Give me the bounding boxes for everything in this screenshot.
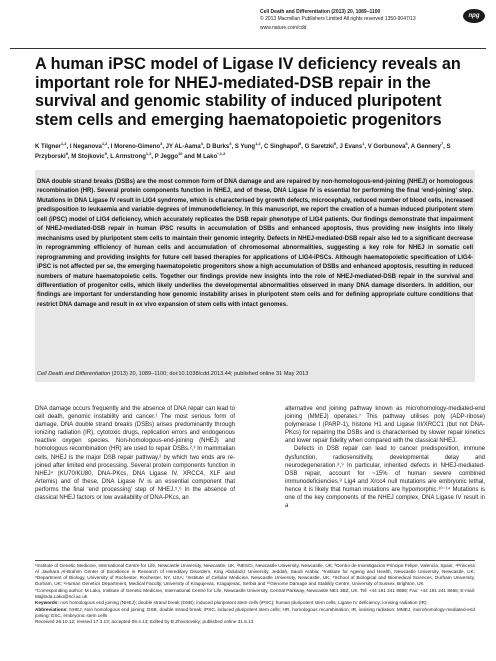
author-affiliation: 1,2: [145, 151, 152, 156]
citation-details: (2013) 20, 1089–1100; doi:10.1038/cdd.2013.44; published online 31 May 2013: [110, 371, 309, 377]
author-name: K Tilgner: [35, 144, 61, 150]
author-name: J Evans: [339, 144, 363, 150]
body-paragraph: alternative end joining pathway known as microhomology-mediated-end joining (MMEJ) operates.⁷ This pathway utilises poly (ADP-ribose) polymerase I (PARP-1), histone H1 and Ligase III/XRCC1 (but not DNA-PKcs) for repairing the DSBs and is characterised by slower repair kinetics and lower repair fidelity when compared with the classical NHEJ.: [285, 406, 485, 445]
author-affiliation: 5: [298, 141, 302, 146]
author-name: D Burks: [206, 144, 230, 150]
author-name: C Singhapol: [263, 144, 299, 150]
footnote: ¹Institute of Genetic Medicine, International Centre for Life, Newcastle University, Newcastle, UK; ²NESCI, Newcastle University, Newcastle, UK; ³Centro de Investigacion Principe Felipe, Valencia, Spain; ⁴Princess Al Jawhara Al-Brahim Center of Excellence in Research of Hereditary Disorders, King Abdulaziz University, Jeddah, Saudi Arabia; ⁵Institute for Ageing and Health, Newcastle University, Newcastle, UK; ⁶Department of Biology, University of Rochester, Rochester, NY, USA; ⁷Institute of Cellular Medicine, Newcastle University, Newcastle, UK; ⁸School of Biological and Biomedical Sciences, Durham University, Durham, UK; ⁹Human Genetics Department, Medical Faculty, University of Kragujevac, Kragujevac, Serbia and ¹⁰Genome Damage and Stability Centre, University of Sussex, Brighton, UK: [35, 563, 475, 586]
article-citation: [37, 370, 473, 378]
author-affiliation: 5: [333, 141, 337, 146]
journal-url[interactable]: www.nature.com/cdd: [260, 25, 307, 31]
author-name: JY AL-Aama: [165, 144, 201, 150]
author-list: K Tilgner$^{1,2}$, I Neganova$^{1,2}$, I Moreno-Gimeno$^3$, JY AL-Aama$^4$, D Burks$^3$, S Yung$^{1,2}$, C Singhapol$^5$, G Saretzki$^5$, J Evans$^1$, V Gorbunova$^6$, A Gennery$^7$, S Przyborski$^8$, M Stojkovic$^9$, L Armstrong$^{1,2}$, P Jeggo$^{10}$ and M Lako$^{*,1,2}$: [35, 141, 451, 160]
author-affiliation: 1,2: [60, 141, 67, 146]
footnotes: [35, 563, 475, 626]
author-name: S Przyborski: [35, 144, 451, 160]
author-affiliation: 7: [440, 141, 444, 146]
body-column-left: [35, 405, 235, 502]
npg-logo: npg: [463, 9, 485, 23]
body-paragraph: Defects in DSB repair can lead to cancer predisposition, immune dysfunction, radiosensitivity, developmental delay and neurodegeneration.⁸,⁹ In particular, inherited defects in NHEJ-mediated-DSB repair, account for ~15% of human severe combined immunodeficiencies.⁸ Lig4 and Xrcc4 null mutations are embryonic lethal, hence it is likely that human mutations are hypomorphic.¹⁰⁻¹⁴ Mutations is one of the key components of the NHEJ complex, DNA Ligase IV result in a: [285, 446, 485, 510]
abstract: DNA double strand breaks (DSBs) are the most common form of DNA damage and are repaired by non-homologous-end-joining (NHEJ) or homologous recombination (HR). Several protein components function in NHEJ, and of these, DNA Ligase IV is essential for performing the final ‘end-joining’ step. Mutations in DNA Ligase IV result in LIG4 syndrome, which is characterised by growth defects, microcephaly, reduced number of blood cells, increased predisposition to leukaemia and variable degrees of immunodeficiency. In this manuscript, we report the creation of a human induced pluripotent stem cell (iPSC) model of LIG4 deficiency, which accurately replicates the DSB repair phenotype of LIG4 patients. Our findings demonstrate that impairment of NHEJ-mediated-DSB repair in human iPSC results in accumulation of DSBs and enhanced apoptosis, thus providing new insights into likely mechanisms used by pluripotent stem cells to maintain their genomic integrity. Defects in NHEJ-mediated-DSB repair also led to a significant decrease in reprogramming efficiency of human cells and accumulation of chromosomal abnormalities, suggesting a key role for NHEJ in somatic cell reprogramming and providing insights for future cell based therapies for applications of LIG4-iPSCs. Although haematopoietic specification of LIG4-iPSC is not affected per se, the emerging haematopoietic progenitors show a high accumulation of DSBs and enhanced apoptosis, resulting in reduced numbers of mature haematopoietic cells. Together our findings provide new insights into the role of NHEJ-mediated-DSB repair in the survival and differentiation of progenitor cells, which likely underlies the developmental abnormalities observed in many DNA damage disorders. In addition, our findings are important for understanding how genomic instability arises in pluripotent stem cells and for defining appropriate culture conditions that restrict DNA damage and result in ex vivo expansion of stem cells with intact genomes.: [37, 179, 473, 308]
citation-journal: Cell Death and Differentiation: [37, 371, 111, 377]
author-affiliation: 9: [104, 151, 107, 156]
footnote: *Corresponding author: M Lako, Institute of Genetic Medicine, International Centre for Life, Newcastle University, Central Parkway, Newcastle NE1 3BZ, UK. Tel: +44 191 241 8688; Fax: +44 191 241 8666; E-mail: Majlinda.Lako@ncl.ac.uk: [35, 587, 475, 599]
footnote: Abbreviations: NHEJ, Non homologous end joining; DSB, double strand break; iPSC, induced pluripotent stem cells; HR, homologous recombination; IR, ionising radiation; MMEJ, microhomology-mediated-end joining; ESC, embryonic stem cells: [35, 606, 475, 618]
footnote: Keywords: non homologous end joining (NHEJ); double strand break (DSB); induced pluripotent stem cells (iPSC); human pluripotent stem cells; Ligase IV deficiency; ionising radiation (IR): [35, 600, 427, 605]
author-affiliation: 1,2: [101, 141, 108, 146]
author-affiliation: 3: [160, 141, 163, 146]
journal-header: [260, 9, 460, 32]
header-divider: [10, 48, 486, 49]
author-affiliation: 1: [362, 141, 365, 146]
author-affiliation: 10: [178, 151, 183, 156]
footnote: Received 26.10.12; revised 17.3.13; accepted 09.4.13; Edited by B Zhivotovsky; published online 31.5.13: [35, 619, 254, 624]
author-name: M Lako: [196, 154, 218, 160]
author-affiliation: 4: [200, 141, 203, 146]
author-name: V Gorbunova: [367, 144, 406, 150]
footnote-divider: [35, 560, 475, 561]
journal-citation-line: Cell Death and Differentiation (2013) 20, 1089–1100: [260, 9, 381, 15]
author-name: I Moreno-Gimeno: [110, 144, 161, 150]
copyright-line: © 2013 Macmillan Publishers Limited All rights reserved 1350-9047/13: [260, 16, 416, 22]
author-affiliation: 3: [229, 141, 232, 146]
author-name: S Yung: [234, 144, 256, 150]
body-column-right: [285, 405, 485, 510]
author-name: M Stojkovic: [71, 154, 105, 160]
author-name: G Saretzki: [304, 144, 334, 150]
author-name: A Gennery: [410, 144, 441, 150]
author-name: P Jeggo: [154, 154, 178, 160]
author-affiliation: 1,2: [255, 141, 261, 146]
author-affiliation: 6: [405, 141, 408, 146]
author-affiliation: *,1,2: [217, 151, 226, 156]
author-affiliation: 8: [65, 151, 68, 156]
author-name: L Armstrong: [110, 154, 146, 160]
article-title: A human iPSC model of Ligase IV deficiency reveals an important role for NHEJ-mediated-DSB repair in the survival and genomic stability of induced pluripotent stem cells and emerging haematopoietic progenitors: [35, 55, 461, 129]
author-name: I Neganova: [69, 144, 102, 150]
body-paragraph: DNA damage occurs frequently and the absence of DNA repair can lead to cell death, genomic instability and cancer.¹ The most serious form of damage, DNA double strand breaks (DSBs) arises predominantly through ionizing radiation (IR), cytotoxic drugs, replication errors and endogenous reactive oxygen species. Non-homologous-end-joining (NHEJ) and homologous recombination (HR) are used to repair DSBs.²,³ In mammalian cells, NHEJ is the major DSB repair pathway,² by which two ends are re-joined after limited end processing. Several protein components function in NHEJ⁴ (KU70/KU80, DNA-PKcs, DNA Ligase IV, XRCC4, XLF and Artemis) and of these, DNA Ligase IV is an essential component that performs the final ‘end processing’ step of NHEJ.⁵,⁶ In the absence of classical NHEJ factors or low availability of DNA-PKcs, an: [35, 406, 235, 502]
